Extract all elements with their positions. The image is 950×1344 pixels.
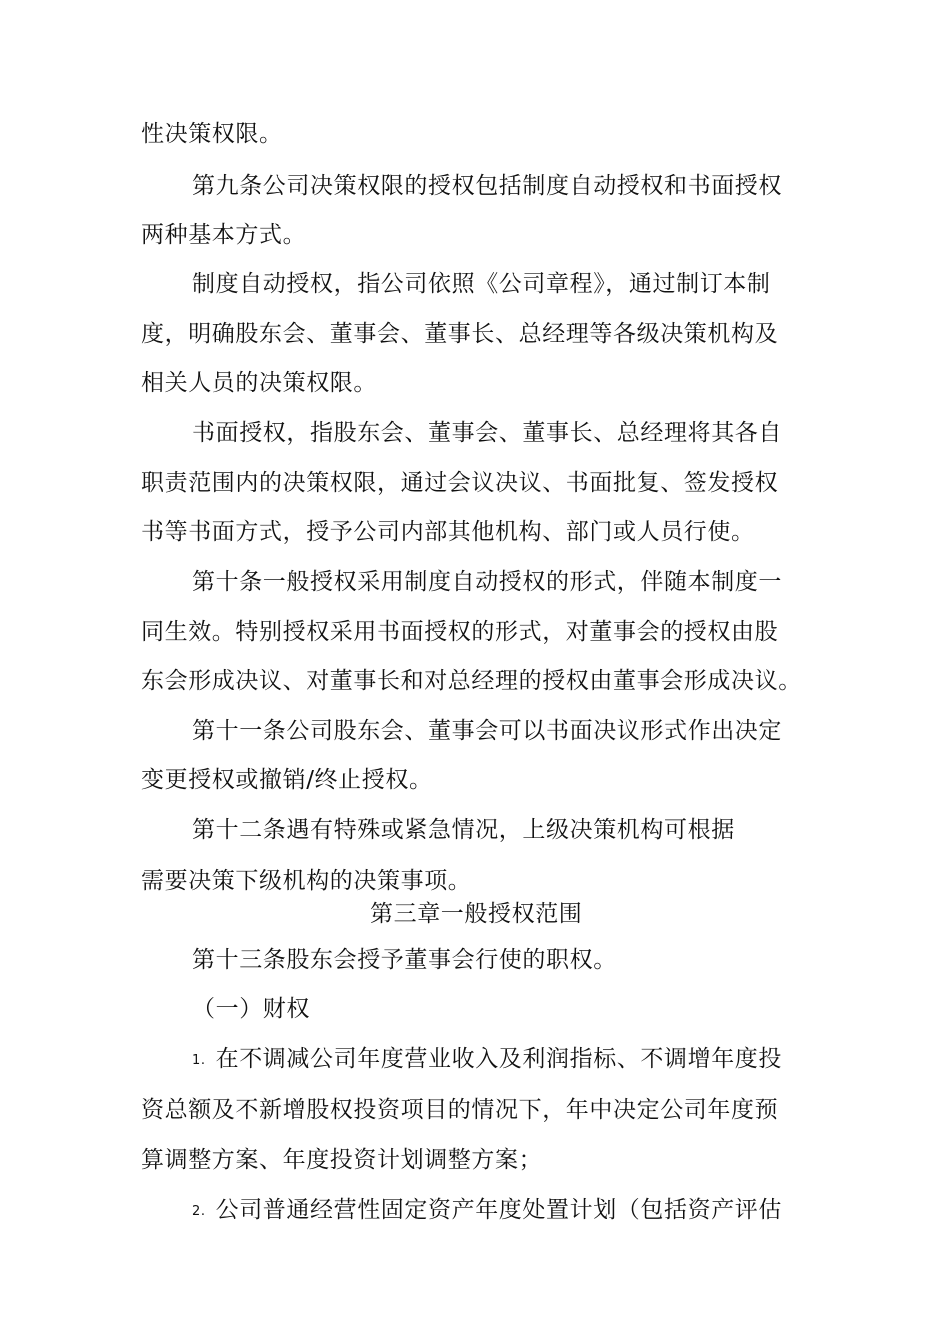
article-9-line: 第九条公司决策权限的授权包括制度自动授权和书面授权 — [192, 173, 782, 199]
item-text: 公司普通经营性固定资产年度处置计划（包括资产评估 — [215, 1197, 783, 1223]
text-line: 资总额及不新增股权投资项目的情况下，年中决定公司年度预 — [141, 1097, 779, 1123]
text-line: 制度自动授权，指公司依照《公司章程》，通过制订本制 — [192, 271, 771, 297]
text-line: 同生效。特别授权采用书面授权的形式，对董事会的授权由股 — [141, 619, 779, 645]
text-line: 性决策权限。 — [141, 121, 283, 147]
article-11-line: 第十一条公司股东会、董事会可以书面决议形式作出决定 — [192, 718, 782, 744]
text-line: 需要决策下级机构的决策事项。 — [141, 868, 472, 894]
list-item — [192, 1044, 782, 1076]
item-text: 在不调减公司年度营业收入及利润指标、不调增年度投 — [215, 1046, 783, 1072]
item-number: 2. — [192, 1204, 206, 1219]
article-10-line: 第十条一般授权采用制度自动授权的形式，伴随本制度一 — [192, 569, 782, 595]
article-12-line: 第十二条遇有特殊或紧急情况，上级决策机构可根据 — [192, 817, 735, 843]
text-line: 书面授权，指股东会、董事会、董事长、总经理将其各自 — [192, 420, 782, 446]
article-13-line: 第十三条股东会授予董事会行使的职权。 — [192, 947, 617, 973]
section-heading: （一）财权 — [192, 996, 310, 1022]
chapter-heading: 第三章一般授权范围 — [370, 901, 583, 927]
text-line: 职责范围内的决策权限，通过会议决议、书面批复、签发授权 — [141, 470, 779, 496]
text-line: 两种基本方式。 — [141, 222, 307, 248]
text-line: 度，明确股东会、董事会、董事长、总经理等各级决策机构及 — [141, 321, 779, 347]
text-line: 变更授权或撤销/终止授权。 — [141, 767, 433, 793]
list-item — [192, 1195, 782, 1227]
text-line: 书等书面方式，授予公司内部其他机构、部门或人员行使。 — [141, 519, 755, 545]
text-line: 相关人员的决策权限。 — [141, 370, 377, 396]
text-line: 东会形成决议、对董事长和对总经理的授权由董事会形成决议。 — [141, 668, 802, 694]
text-line: 算调整方案、年度投资计划调整方案； — [141, 1147, 543, 1173]
item-number: 1. — [192, 1053, 206, 1068]
